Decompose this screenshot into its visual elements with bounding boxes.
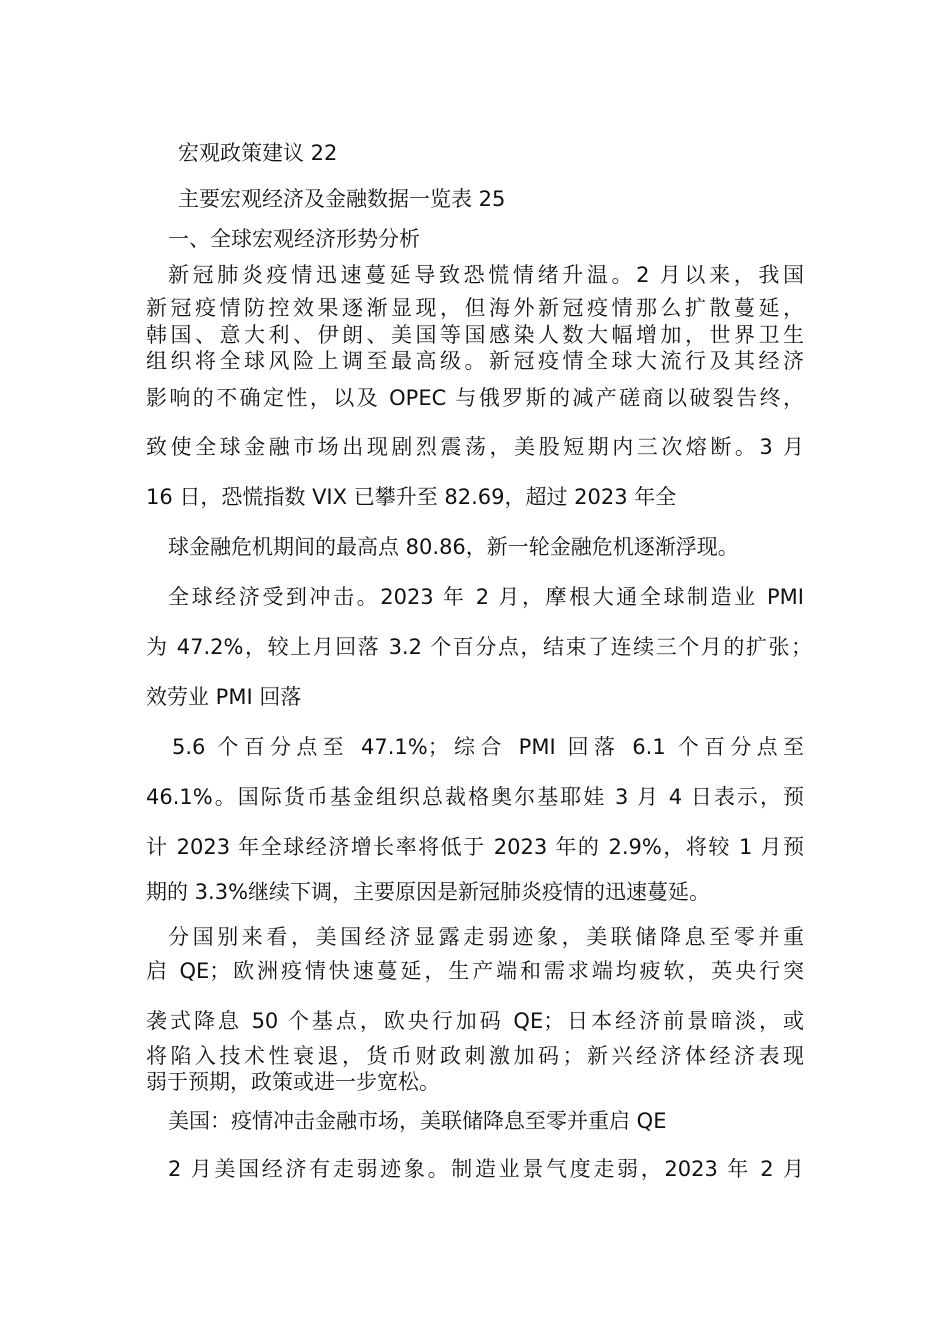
paragraph-line: 新冠疫情防控效果逐渐显现，但海外新冠疫情那么扩散蔓延，: [146, 296, 804, 320]
paragraph-line: 计 2023 年全球经济增长率将低于 2023 年的 2.9%，将较 1 月预: [146, 835, 804, 859]
paragraph-line: 袭式降息 50 个基点，欧央行加码 QE；日本经济前景暗淡，或: [146, 1009, 804, 1033]
paragraph-line: 16 日，恐慌指数 VIX 已攀升至 82.69，超过 2023 年全: [146, 485, 677, 509]
paragraph-line: 期的 3.3%继续下调，主要原因是新冠肺炎疫情的迅速蔓延。: [146, 880, 711, 904]
toc-entry-macro-policy: 宏观政策建议 22: [178, 141, 338, 165]
paragraph-line: 致使全球金融市场出现剧烈震荡，美股短期内三次熔断。3 月: [146, 435, 804, 459]
paragraph-line: 新冠肺炎疫情迅速蔓延导致恐慌情绪升温。2 月以来，我国: [168, 263, 804, 287]
paragraph-line: 效劳业 PMI 回落: [146, 685, 302, 709]
paragraph-line: 球金融危机期间的最高点 80.86，新一轮金融危机逐渐浮现。: [168, 535, 739, 559]
paragraph-line: 启 QE；欧洲疫情快速蔓延，生产端和需求端均疲软，英央行突: [146, 959, 804, 983]
paragraph-line: 为 47.2%，较上月回落 3.2 个百分点，结束了连续三个月的扩张；: [146, 635, 812, 659]
paragraph-line: 影响的不确定性，以及 OPEC 与俄罗斯的减产磋商以破裂告终，: [146, 386, 804, 410]
paragraph-line: 5.6 个百分点至 47.1%；综合 PMI 回落 6.1 个百分点至: [172, 735, 804, 759]
paragraph-line: 46.1%。国际货币基金组织总裁格奥尔基耶娃 3 月 4 日表示，预: [146, 785, 804, 809]
paragraph-line: 分国别来看，美国经济显露走弱迹象，美联储降息至零并重: [168, 925, 804, 949]
toc-entry-data-table: 主要宏观经济及金融数据一览表 25: [178, 187, 506, 211]
paragraph-line: 组织将全球风险上调至最高级。新冠疫情全球大流行及其经济: [146, 349, 804, 373]
section-heading: 一、全球宏观经济形势分析: [168, 227, 420, 251]
paragraph-line: 将陷入技术性衰退，货币财政刺激加码；新兴经济体经济表现: [146, 1044, 804, 1068]
paragraph-line: 全球经济受到冲击。2023 年 2 月，摩根大通全球制造业 PMI: [168, 585, 804, 609]
paragraph-line: 2 月美国经济有走弱迹象。制造业景气度走弱，2023 年 2 月: [168, 1157, 804, 1181]
subsection-heading-us: 美国：疫情冲击金融市场，美联储降息至零并重启 QE: [168, 1109, 667, 1133]
paragraph-line: 韩国、意大利、伊朗、美国等国感染人数大幅增加，世界卫生: [146, 323, 804, 347]
paragraph-line: 弱于预期，政策或进一步宽松。: [146, 1070, 440, 1094]
